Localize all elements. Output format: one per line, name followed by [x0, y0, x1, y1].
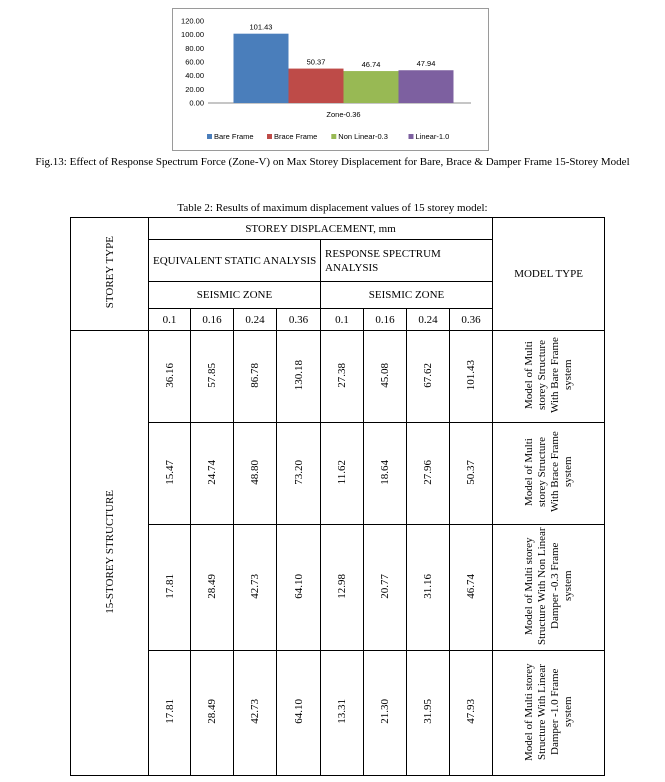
esa-header: EQUIVALENT STATIC ANALYSIS [149, 240, 321, 282]
zone-header: 0.1 [149, 309, 191, 331]
data-label: 46.74 [361, 60, 381, 70]
value-cell: 27.38 [336, 362, 348, 388]
bar [289, 69, 344, 103]
value-cell: 24.74 [206, 459, 218, 485]
table-row [71, 423, 605, 525]
value-cell: 17.81 [163, 573, 176, 599]
value-cell: 45.08 [379, 362, 391, 388]
value-cell: 36.16 [163, 362, 176, 388]
zone-header: 0.36 [277, 309, 321, 331]
legend-label: Non Linear-0.3 [338, 132, 388, 141]
value-cell: 42.73 [249, 573, 261, 599]
value-cell: 17.81 [163, 699, 176, 724]
zone-header: 0.1 [321, 309, 364, 331]
value-cell: 101.43 [465, 359, 478, 391]
bar [234, 34, 289, 103]
value-cell: 27.96 [422, 459, 434, 485]
zone-header: 0.16 [191, 309, 234, 331]
legend-swatch [409, 134, 414, 139]
data-label: 47.94 [416, 59, 436, 69]
table-caption: Table 2: Results of maximum displacement values of 15 storey model: [177, 202, 488, 214]
value-cell: 86.78 [249, 362, 261, 388]
y-tick-label: 120.00 [181, 16, 204, 26]
model-type-cell: Model of Multi storey Structure With Bare Frame system [522, 337, 574, 413]
table-row [71, 525, 605, 651]
value-cell: 28.49 [206, 699, 218, 724]
value-cell: 28.49 [206, 573, 218, 599]
zone-header: 0.36 [450, 309, 493, 331]
value-cell: 64.10 [292, 573, 305, 599]
model-type-cell: Model of Multi storey Structure With Brace Frame system [522, 431, 574, 513]
table-row [71, 331, 605, 423]
zone-header: 0.16 [364, 309, 407, 331]
displacement-header: STOREY DISPLACEMENT, mm [149, 218, 493, 240]
value-cell: 130.18 [292, 359, 305, 391]
value-cell: 42.73 [249, 699, 261, 724]
legend-swatch [267, 134, 272, 139]
legend-swatch [207, 134, 212, 139]
value-cell: 50.37 [465, 459, 478, 485]
legend-label: Linear-1.0 [415, 132, 450, 141]
value-cell: 18.64 [379, 459, 391, 485]
legend-label: Bare Frame [214, 132, 254, 141]
x-category-label: Zone-0.36 [326, 110, 361, 119]
data-label: 50.37 [306, 57, 326, 67]
value-cell: 13.31 [336, 699, 348, 724]
value-cell: 64.10 [292, 699, 305, 724]
zone-header: 0.24 [234, 309, 277, 331]
storey-label-cell [71, 331, 149, 776]
y-tick-label: 0.00 [189, 98, 204, 108]
bar [344, 71, 399, 103]
y-tick-label: 80.00 [185, 43, 204, 53]
rsa-header: RESPONSE SPECTRUM ANALYSIS [321, 240, 493, 282]
legend-swatch [331, 134, 336, 139]
value-cell: 31.95 [422, 699, 434, 724]
esa-seismic-zone-label: SEISMIC ZONE [149, 282, 321, 309]
value-cell: 11.62 [336, 459, 348, 485]
y-tick-label: 20.00 [185, 84, 204, 94]
value-cell: 21.30 [379, 699, 391, 724]
table-row [71, 651, 605, 776]
storey-type-header-cell [71, 218, 149, 331]
legend-label: Brace Frame [274, 132, 318, 141]
bar [399, 70, 454, 103]
y-tick-label: 100.00 [181, 30, 204, 40]
value-cell: 48.80 [249, 459, 261, 485]
zone-header: 0.24 [407, 309, 450, 331]
value-cell: 67.62 [422, 362, 434, 388]
results-table [70, 217, 605, 776]
value-cell: 57.85 [206, 362, 218, 388]
storey-type-header: STOREY TYPE [103, 236, 116, 309]
value-cell: 47.93 [465, 699, 478, 724]
rsa-seismic-zone-label: SEISMIC ZONE [321, 282, 493, 309]
chart-svg [173, 9, 488, 150]
value-cell: 31.16 [422, 573, 434, 599]
value-cell: 46.74 [465, 573, 478, 599]
storey-label: 15-STOREY STRUCTURE [103, 489, 116, 614]
model-type-cell: Model of Multi storey Structure With Non Linear Damper -0.3 Frame system [522, 527, 574, 645]
model-type-header: MODEL TYPE [493, 218, 605, 331]
value-cell: 73.20 [292, 459, 305, 485]
model-type-cell: Model of Multi storey Structure With Linear Damper -1.0 Frame system [522, 662, 574, 761]
value-cell: 20.77 [379, 573, 391, 599]
data-label: 101.43 [249, 22, 273, 32]
y-tick-label: 40.00 [185, 71, 204, 81]
bar-chart [172, 8, 489, 151]
figure-caption: Fig.13: Effect of Response Spectrum Force (Zone-V) on Max Storey Displacement for Bare, Brace & Damper Frame 15-Storey Model [35, 156, 630, 168]
value-cell: 15.47 [163, 459, 176, 485]
value-cell: 12.98 [336, 573, 348, 599]
y-tick-label: 60.00 [185, 57, 204, 67]
